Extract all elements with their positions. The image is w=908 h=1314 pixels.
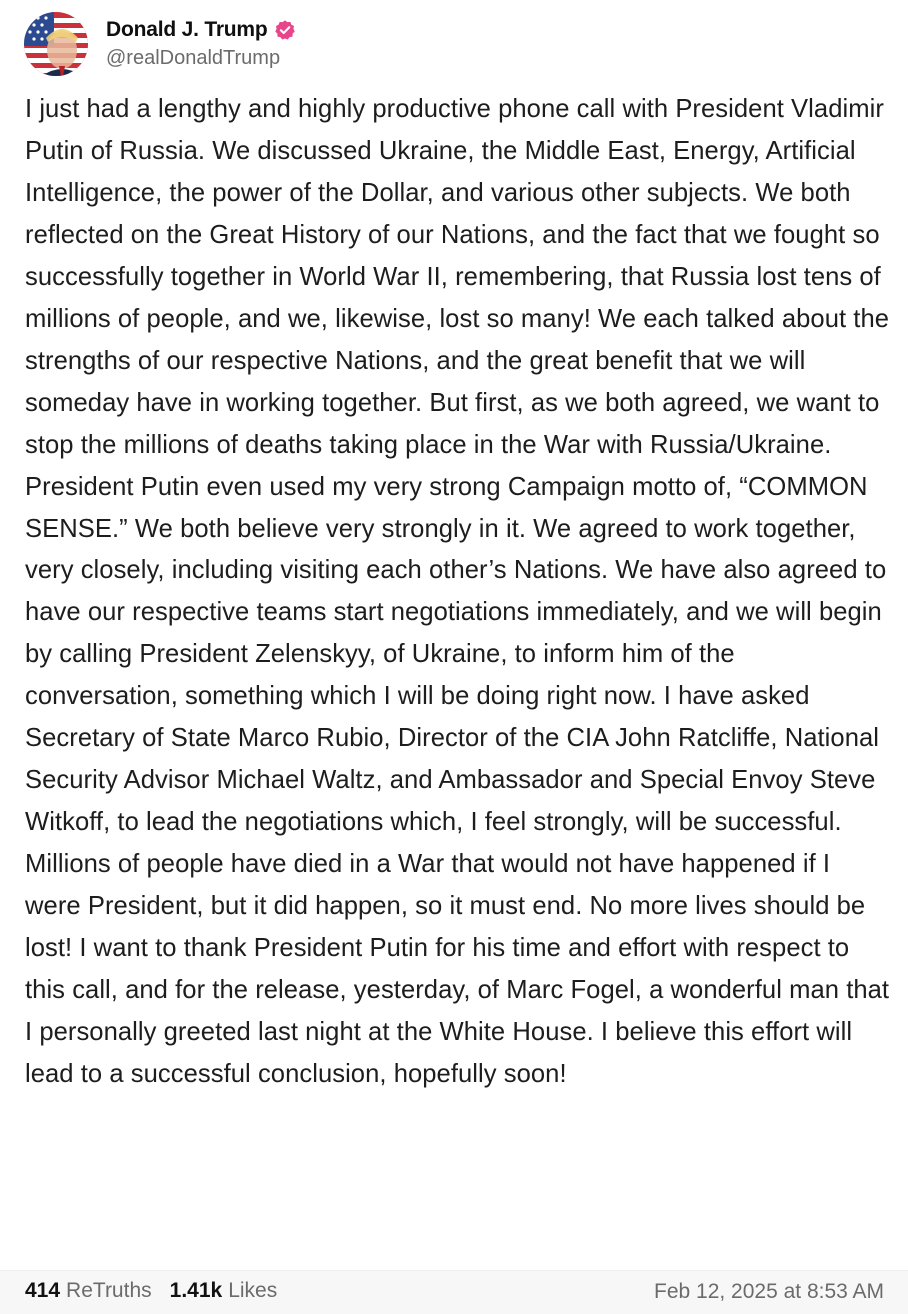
likes-stat[interactable]	[170, 1279, 278, 1303]
retruths-label: ReTruths	[66, 1279, 152, 1302]
post-header	[24, 12, 884, 78]
retruths-stat[interactable]	[25, 1279, 152, 1303]
author-display-name[interactable]: Donald J. Trump	[106, 18, 268, 41]
likes-label: Likes	[228, 1279, 278, 1302]
post-stats	[25, 1279, 277, 1303]
post-footer	[0, 1271, 908, 1314]
verified-badge-icon	[274, 19, 296, 41]
author-name-row	[106, 16, 296, 44]
retruths-count: 414	[25, 1279, 61, 1302]
author-handle[interactable]: @realDonaldTrump	[106, 47, 281, 69]
avatar-image	[24, 12, 88, 76]
post-body: I just had a lengthy and highly productive phone call with President Vladimir Putin of Russia. We discussed Ukraine, the Middle East, Energy, Artificial Intelligence, the power of the Dollar, and various other subjects. We both reflected on the Great History of our Nations, and the fact that we fought so successfully together in World War II, remembering, that Russia lost tens of millions of people, and we, likewise, lost so many! We each talked about the strengths of our respective Nations, and the great benefit that we will someday have in working together. But first, as we both agreed, we want to stop the millions of deaths taking place in the War with Russia/Ukraine. President Putin even used my very strong Campaign motto of, “COMMON SENSE.” We both believe very strongly in it. We agreed to work together, very closely, including visiting each other’s Nations. We have also agreed to have our respective teams start negotiations immediately, and we will begin by calling President Zelenskyy, of Ukraine, to inform him of the conversation, something which I will be doing right now. I have asked Secretary of State Marco Rubio, Director of the CIA John Ratcliffe, National Security Advisor Michael Waltz, and Ambassador and Special Envoy Steve Witkoff, to lead the negotiations which, I feel strongly, will be successful. Millions of people have died in a War that would not have happened if I were President, but it did happen, so it must end. No more lives should be lost! I want to thank President Putin for his time and effort with respect to this call, and for the release, yesterday, of Marc Fogel, a wonderful man that I personally greeted last night at the White House. I believe this effort will lead to a successful conclusion, hopefully soon!	[25, 95, 890, 1088]
likes-count: 1.41k	[169, 1279, 223, 1302]
avatar[interactable]	[24, 12, 88, 76]
post-timestamp[interactable]: Feb 12, 2025 at 8:53 AM	[654, 1280, 884, 1303]
